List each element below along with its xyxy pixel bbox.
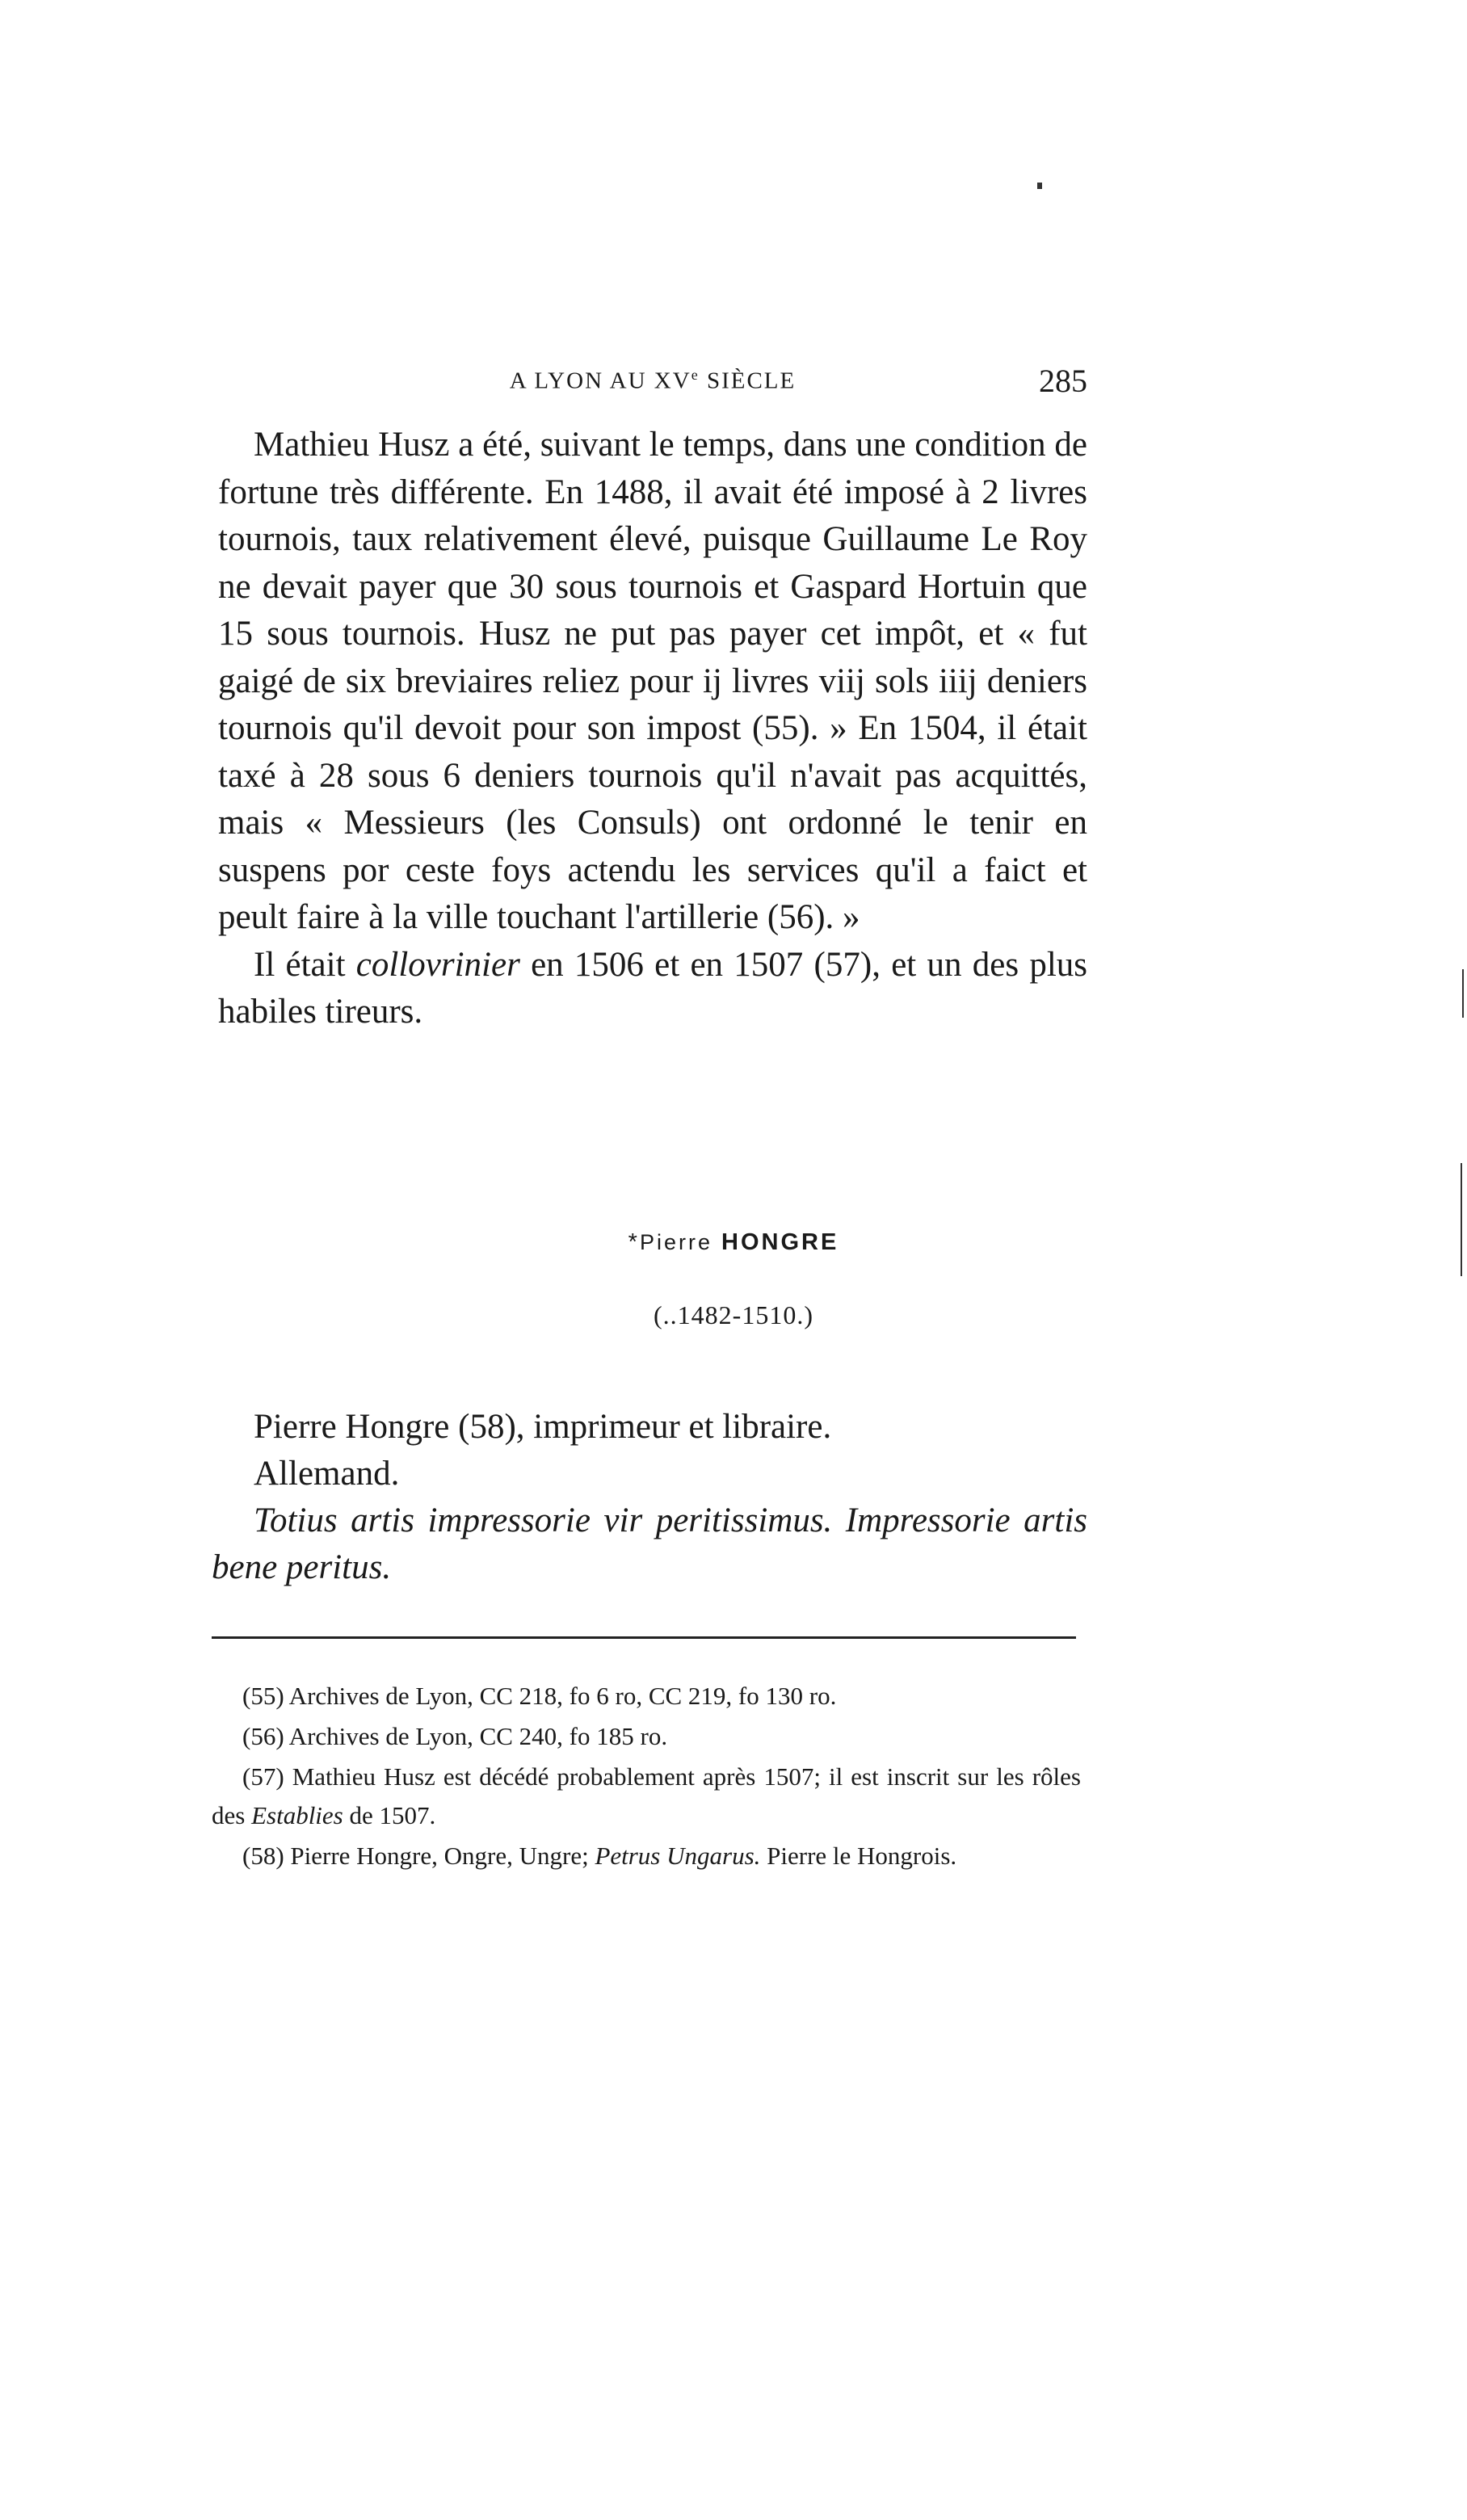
entry-line: Pierre Hongre (58), imprimeur et libraire.	[254, 1408, 832, 1446]
footnotes	[212, 1677, 1081, 1877]
entry-line: Allemand.	[254, 1455, 400, 1493]
footnote: (56) Archives de Lyon, CC 240, fo 185 ro.	[242, 1722, 668, 1750]
footnote: (58) Pierre Hongre, Ongre, Ungre; Petrus Ungarus. Pierre le Hongrois.	[242, 1842, 957, 1870]
latin-quote: Totius artis impressorie vir peritissimus. Impressorie artis bene peritus.	[212, 1502, 1087, 1586]
scan-edge-line	[1462, 969, 1464, 1018]
footnote-divider	[212, 1636, 1076, 1639]
entry-dates: (..1482-1510.)	[654, 1300, 813, 1329]
stray-mark	[1037, 183, 1042, 189]
footnote: (57) Mathieu Husz est décédé probablement après 1507; il est inscrit sur les rôles des Establies de 1507.	[212, 1762, 1081, 1829]
page-number: 285	[1039, 363, 1087, 399]
running-head	[218, 362, 1087, 410]
main-text	[218, 422, 1087, 1036]
running-title: A LYON AU XVe SIÈCLE	[509, 367, 797, 394]
paragraph: Il était collovrinier en 1506 et en 1507 (57), et un des plus habiles tireurs.	[218, 945, 1088, 1031]
paragraph: Mathieu Husz a été, suivant le temps, dans une condition de fortune très différente. En 1488, il avait été imposé à 2 livres tournois, taux relativement élevé, puisque Guillaume Le Roy ne devait payer que 30 sous tournois et Gaspard Hortuin que 15 sous tournois. Husz ne put pas payer cet impôt, et « fut gaigé de six breviaires reliez pour ij livres viij sols iiij deniers tournois qu'il devoit pour son impost (55). » En 1504, il était taxé à 28 sous 6 deniers tournois qu'il n'avait pas acquittés, mais « Messieurs (les Consuls) ont ordonné le tenir en suspens por ceste foys actendu les services qu'il a faict et peult faire à la ville touchant l'artillerie (56). »	[218, 426, 1087, 936]
entry-body	[212, 1404, 1087, 1591]
scan-edge-line	[1461, 1163, 1462, 1276]
entry-heading: *Pierre HONGRE	[628, 1229, 839, 1255]
footnote: (55) Archives de Lyon, CC 218, fo 6 ro, CC 219, fo 130 ro.	[242, 1682, 837, 1710]
